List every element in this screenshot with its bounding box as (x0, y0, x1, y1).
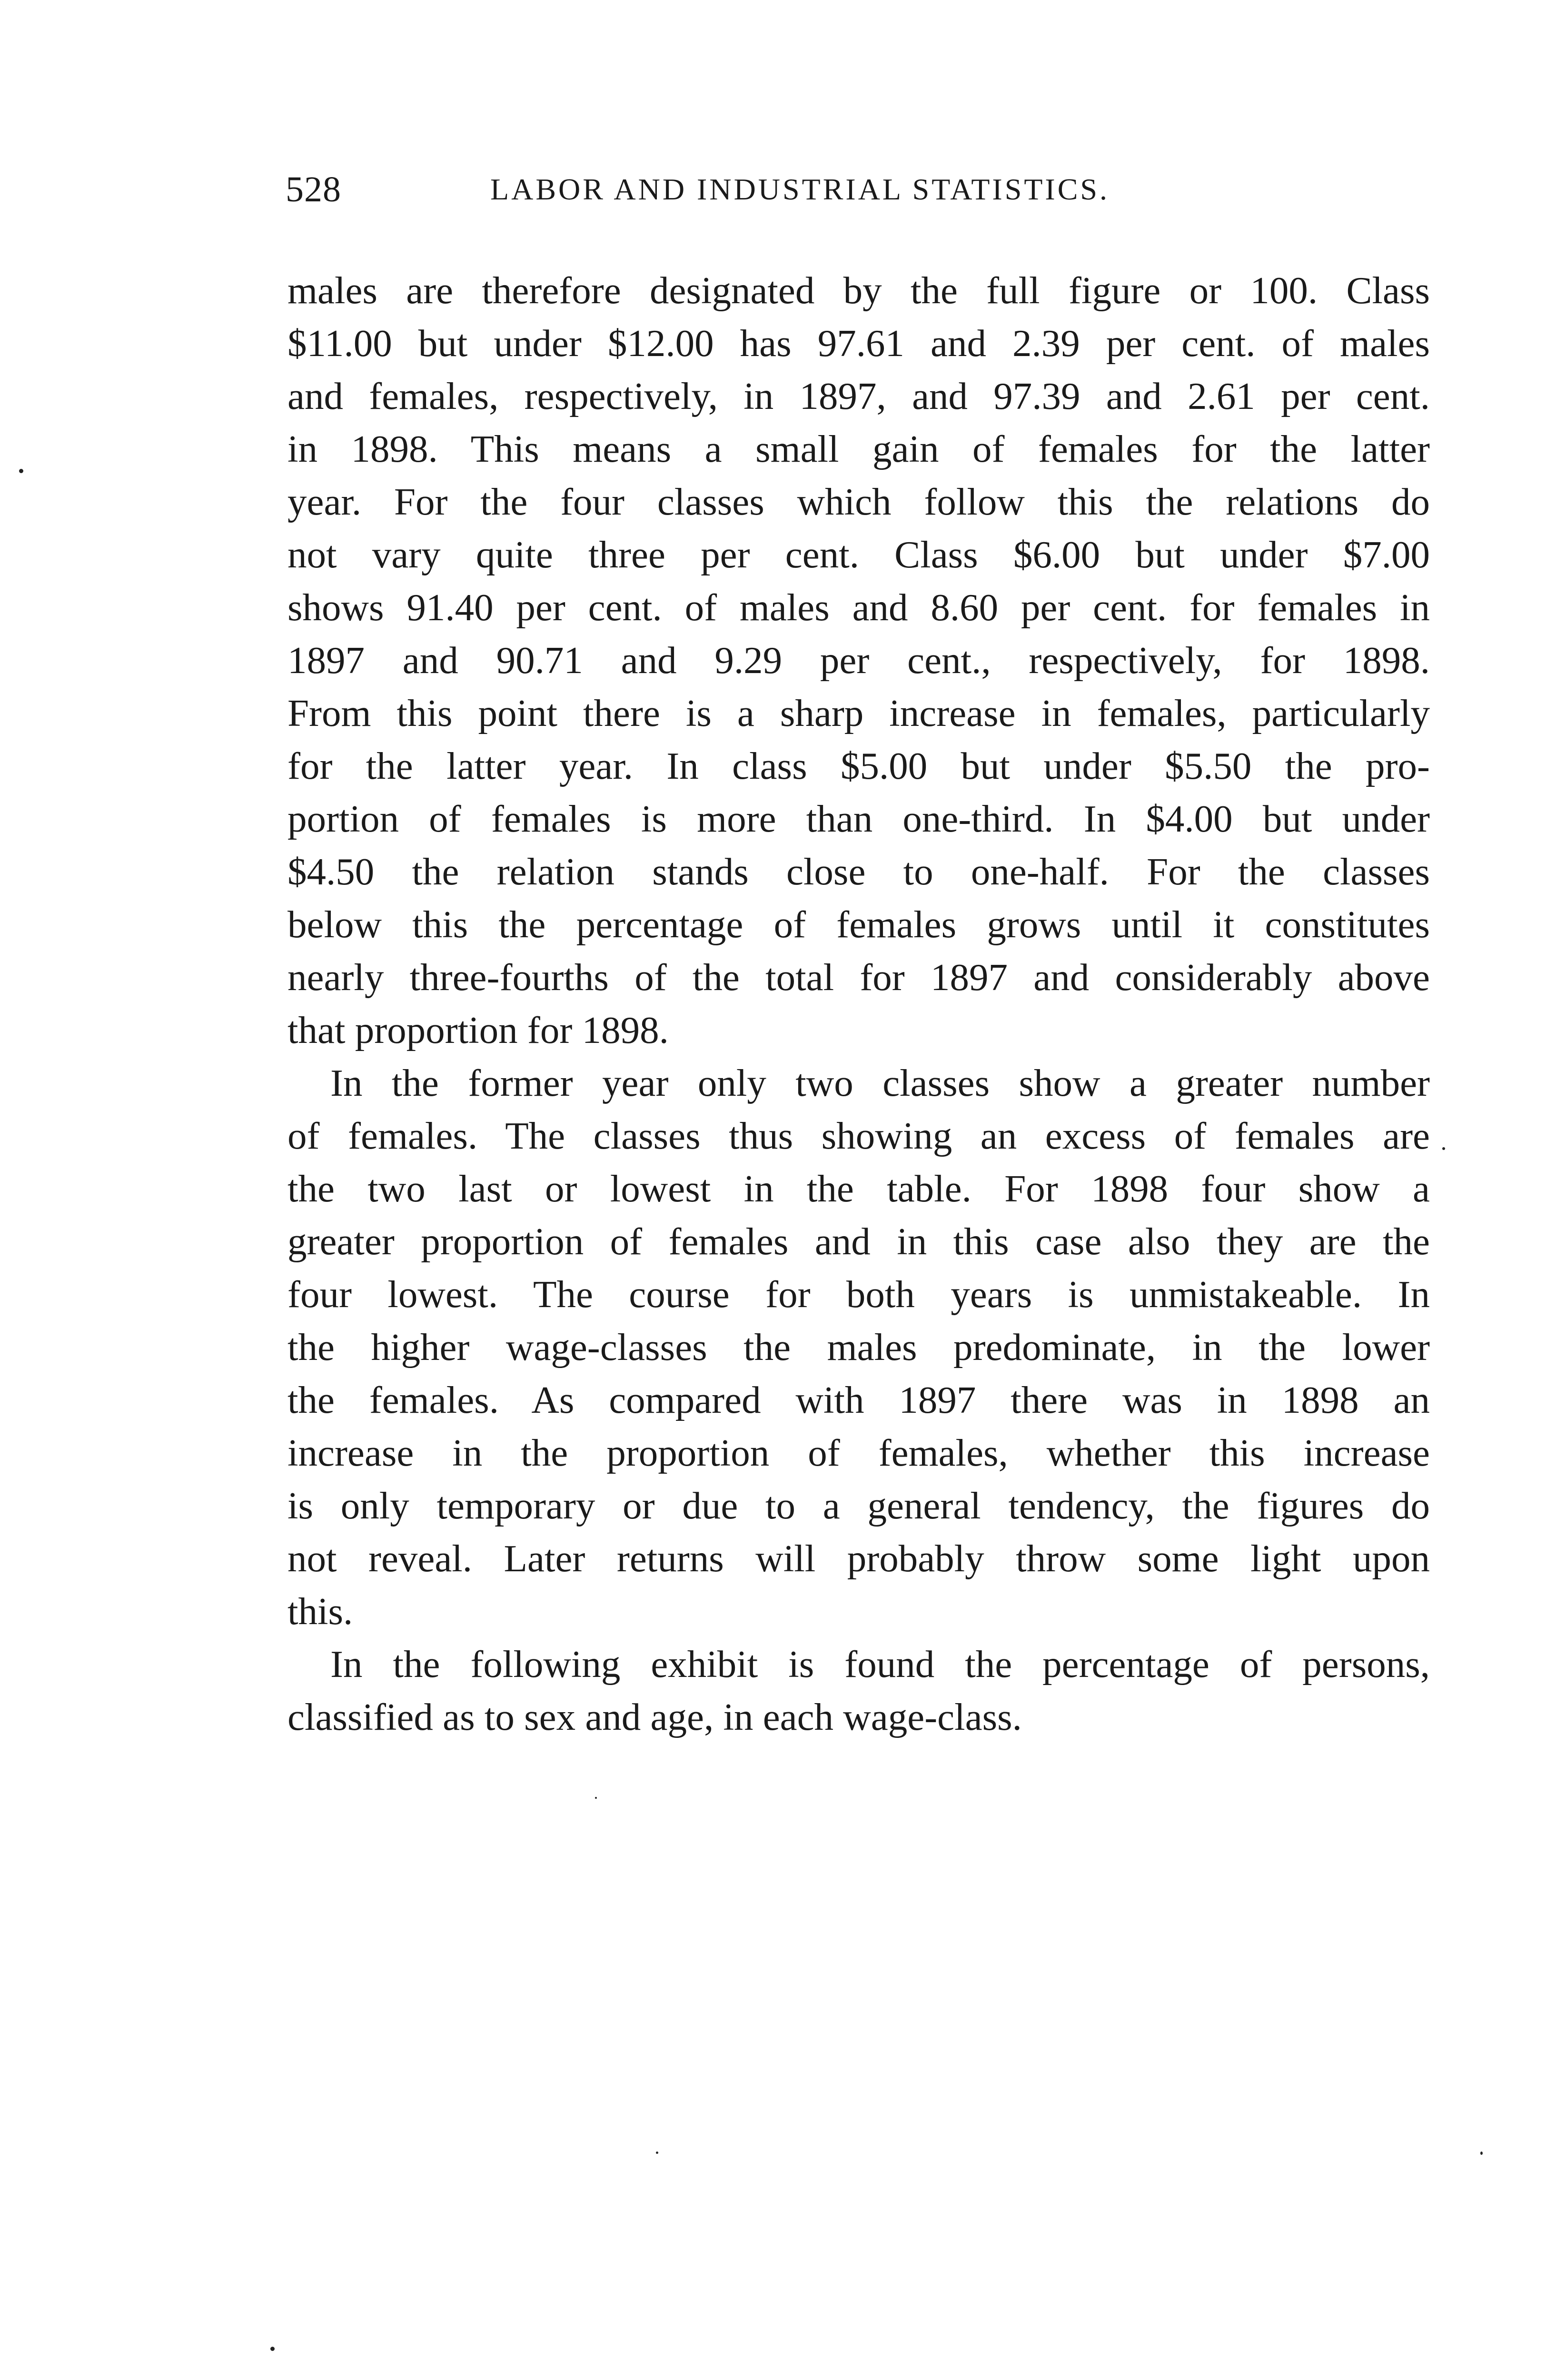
text-line: In the former year only two classes show a greater number (330, 1061, 1430, 1104)
scan-speck (270, 2347, 275, 2351)
scan-speck (1480, 2152, 1483, 2155)
body-text (287, 264, 1430, 1744)
text-line: and females, respectively, in 1897, and 97.39 and 2.61 per cent. (287, 375, 1430, 417)
text-line: $4.50 the relation stands close to one-half. For the classes (287, 850, 1430, 893)
running-title: LABOR AND INDUSTRIAL STATISTICS. (490, 172, 1110, 206)
text-line: this. (287, 1590, 353, 1633)
text-line: $11.00 but under $12.00 has 97.61 and 2.39 per cent. of males (287, 322, 1430, 365)
text-line: increase in the proportion of females, whether this increase (287, 1431, 1430, 1474)
text-line: portion of females is more than one-third. In $4.00 but under (287, 797, 1430, 840)
scan-speck (1442, 1147, 1445, 1150)
text-line: for the latter year. In class $5.00 but under $5.50 the pro- (287, 744, 1430, 787)
text-line: below this the percentage of females grows until it constitutes (287, 903, 1430, 946)
text-line: 1897 and 90.71 and 9.29 per cent., respectively, for 1898. (287, 639, 1430, 682)
text-line: shows 91.40 per cent. of males and 8.60 per cent. for females in (287, 586, 1430, 629)
text-line: of females. The classes thus showing an excess of females are (287, 1114, 1430, 1157)
text-line: the two last or lowest in the table. For 1898 four show a (287, 1167, 1430, 1210)
text-line: that proportion for 1898. (287, 1009, 669, 1051)
scan-speck (19, 469, 23, 473)
text-line: the females. As compared with 1897 there was in 1898 an (287, 1378, 1430, 1421)
page-number: 528 (286, 169, 341, 209)
scan-speck (595, 1797, 597, 1799)
paragraph-1 (287, 264, 1430, 1057)
text-line: not reveal. Later returns will probably throw some light upon (287, 1537, 1430, 1580)
text-line: year. For the four classes which follow this the relations do (287, 480, 1430, 523)
text-line: greater proportion of females and in this case also they are the (287, 1220, 1430, 1263)
paragraph-2 (287, 1057, 1430, 1638)
paragraph-3 (287, 1638, 1430, 1744)
running-head (286, 169, 1247, 217)
text-line: nearly three-fourths of the total for 1897 and considerably above (287, 956, 1430, 999)
text-line: From this point there is a sharp increase in females, particularly (287, 692, 1430, 734)
text-line: the higher wage-classes the males predominate, in the lower (287, 1326, 1430, 1368)
text-line: in 1898. This means a small gain of females for the latter (287, 427, 1430, 470)
text-line: not vary quite three per cent. Class $6.00 but under $7.00 (287, 533, 1430, 576)
text-line: four lowest. The course for both years is unmistakeable. In (287, 1273, 1430, 1316)
text-line: is only temporary or due to a general tendency, the figures do (287, 1484, 1430, 1527)
text-line: males are therefore designated by the full figure or 100. Class (287, 269, 1430, 312)
scan-speck (656, 2152, 658, 2154)
text-line: In the following exhibit is found the percentage of persons, (330, 1643, 1430, 1686)
text-line: classified as to sex and age, in each wage-class. (287, 1696, 1022, 1738)
